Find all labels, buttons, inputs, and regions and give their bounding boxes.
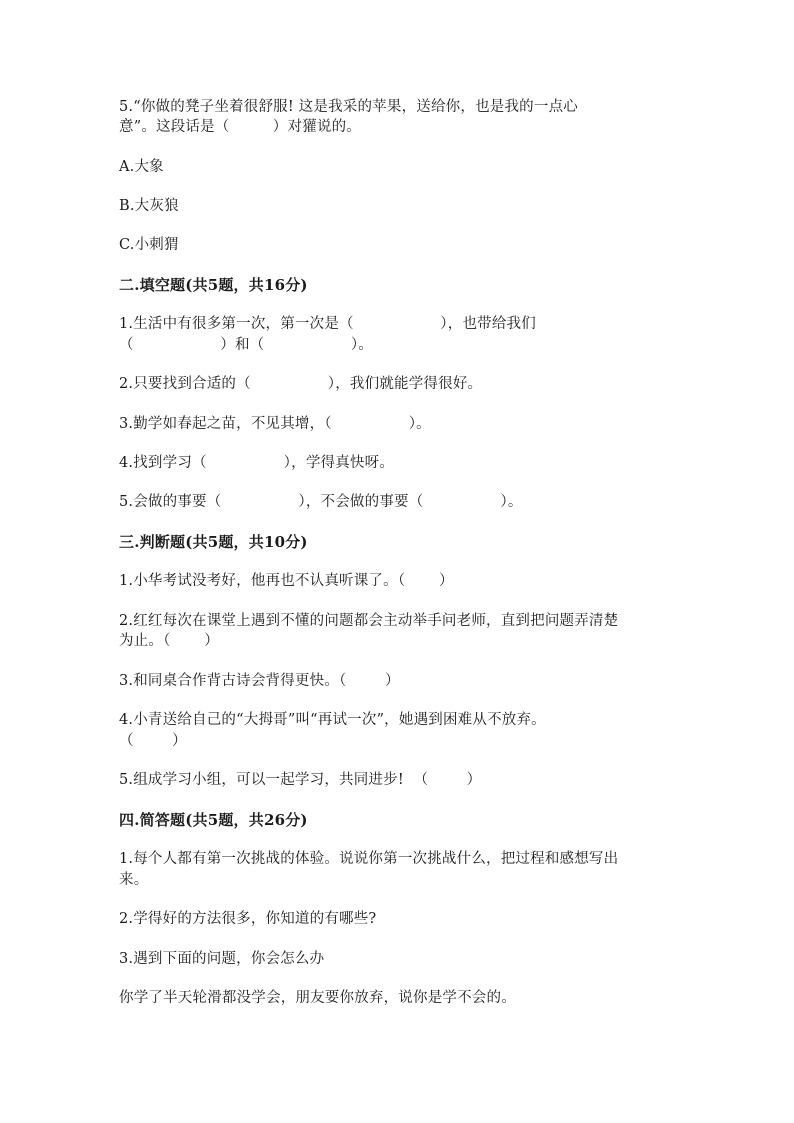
judge-question-1: 1.小华考试没考好，他再也不认真听课了。（ ） xyxy=(119,573,454,589)
judge-question-2-line-1: 2.红红每次在课堂上遇到不懂的问题都会主动举手问老师，直到把问题弄清楚 xyxy=(119,613,619,629)
judge-question-4-line-2: （ ） xyxy=(119,733,187,749)
mc-option-b: B.大灰狼 xyxy=(119,198,179,214)
short-question-3-detail: 你学了半天轮滑都没学会，朋友要你放弃，说你是学不会的。 xyxy=(119,990,516,1006)
judge-question-3: 3.和同桌合作背古诗会背得更快。（ ） xyxy=(119,673,400,689)
short-question-3: 3.遇到下面的问题，你会怎么办 xyxy=(119,951,325,967)
section-4-heading: 四.简答题(共5题，共26分) xyxy=(119,811,308,829)
fill-question-3: 3.勤学如春起之苗，不见其增，（ ）。 xyxy=(119,416,431,432)
judge-question-2-line-2: 为止。（ ） xyxy=(119,633,219,649)
fill-question-4: 4.找到学习（ ），学得真快呀。 xyxy=(119,455,395,471)
mc-question-5-line-1: 5.“你做的凳子坐着很舒服! 这是我采的苹果，送给你，也是我的一点心 xyxy=(119,99,578,115)
fill-question-2: 2.只要找到合适的（ ），我们就能学得很好。 xyxy=(119,376,483,392)
short-question-1-line-2: 来。 xyxy=(119,872,149,888)
short-question-2: 2.学得好的方法很多，你知道的有哪些? xyxy=(119,911,377,927)
fill-question-5: 5.会做的事要（ ），不会做的事要（ ）。 xyxy=(119,494,523,510)
mc-option-a: A.大象 xyxy=(119,159,164,175)
short-question-1-line-1: 1.每个人都有第一次挑战的体验。说说你第一次挑战什么，把过程和感想写出 xyxy=(119,851,619,867)
judge-question-4-line-1: 4.小青送给自己的“大拇哥”叫“再试一次”，她遇到困难从不放弃。 xyxy=(119,712,546,728)
section-3-heading: 三.判断题(共5题，共10分) xyxy=(119,533,308,551)
section-2-heading: 二.填空题(共5题，共16分) xyxy=(119,276,308,294)
fill-question-1-line-1: 1.生活中有很多第一次，第一次是（ ），也带给我们 xyxy=(119,316,536,332)
judge-question-5: 5.组成学习小组，可以一起学习，共同进步! （ ） xyxy=(119,772,482,788)
mc-option-c: C.小刺猬 xyxy=(119,237,179,253)
fill-question-1-line-2: （ ）和（ ）。 xyxy=(119,337,374,353)
mc-question-5-line-2: 意”。这段话是（ ）对獾说的。 xyxy=(119,119,361,135)
